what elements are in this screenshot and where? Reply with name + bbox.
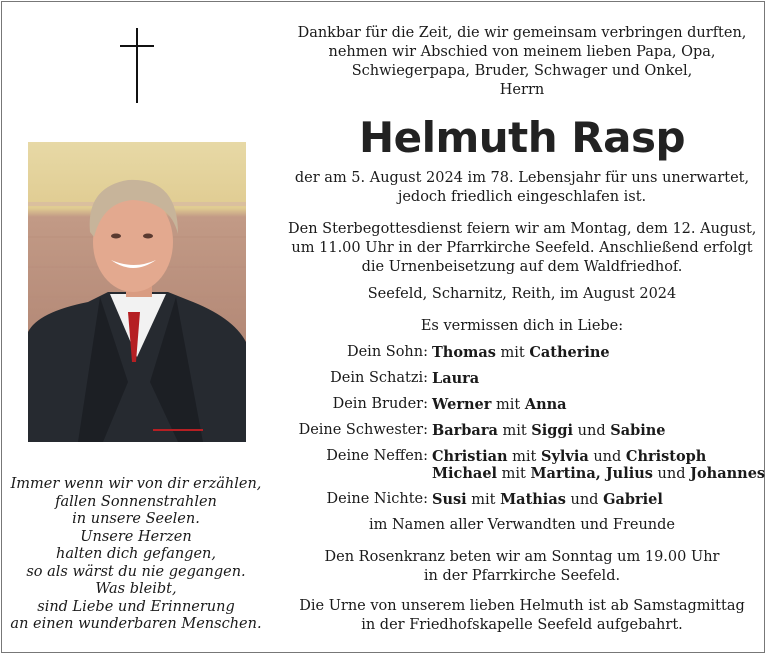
family-names-partner: Laura bbox=[432, 370, 480, 387]
poem-line: an einen wunderbaren Menschen. bbox=[10, 616, 262, 632]
poem-line: in unsere Seelen. bbox=[72, 511, 200, 527]
family-label-son: Dein Sohn: bbox=[346, 344, 428, 360]
family-label-sister: Deine Schwester: bbox=[298, 422, 428, 438]
closing-text: im Namen aller Verwandten und Freunde bbox=[368, 517, 675, 533]
family-names-sister: Barbara mit Siggi und Sabine bbox=[432, 422, 666, 439]
poem-line: so als wärst du nie gegangen. bbox=[26, 563, 246, 580]
poem-line: Immer wenn wir von dir erzählen, bbox=[10, 476, 262, 492]
family-label-brother: Dein Bruder: bbox=[332, 396, 428, 412]
poem bbox=[10, 476, 262, 634]
poem-line: fallen Sonnenstrahlen bbox=[55, 493, 217, 510]
family-names-brother: Werner mit Anna bbox=[432, 396, 567, 413]
family-names-niece: Susi mit Mathias und Gabriel bbox=[432, 491, 663, 508]
family-names-nephews: Christian mit Sylvia und Christoph bbox=[432, 448, 707, 465]
urn-text: Die Urne von unserem lieben Helmuth ist ab Samstagmittag in der Friedhofskapelle Seefeld aufgebahrt. bbox=[299, 598, 745, 633]
family-names-nephews-2: Michael mit Martina, Julius und Johannes bbox=[432, 465, 766, 482]
family-label-nephews: Deine Neffen: bbox=[326, 448, 428, 464]
portrait-photo bbox=[28, 142, 246, 442]
poem-line: halten dich gefangen, bbox=[56, 546, 216, 562]
poem-line: Unsere Herzen bbox=[80, 528, 192, 545]
poem-line: Was bleibt, bbox=[95, 581, 177, 597]
deceased-name: Helmuth Rasp bbox=[358, 113, 686, 162]
intro-text: Dankbar für die Zeit, die wir gemeinsam verbringen durften, nehmen wir Abschied von meinem lieben Papa, Opa, Schwiegerpapa, Bruder, Schwager und Onkel, Herrn bbox=[297, 25, 747, 98]
mourners-heading: Es vermissen dich in Liebe: bbox=[420, 318, 624, 334]
family-names-son: Thomas mit Catherine bbox=[432, 344, 610, 361]
poem-line: sind Liebe und Erinnerung bbox=[37, 598, 235, 615]
rosary-text: Den Rosenkranz beten wir am Sonntag um 19.00 Uhr in der Pfarrkirche Seefeld. bbox=[324, 549, 720, 584]
family-label-partner: Dein Schatzi: bbox=[330, 370, 428, 386]
family-label-niece: Deine Nichte: bbox=[326, 491, 428, 507]
place-date: Seefeld, Scharnitz, Reith, im August 2024 bbox=[367, 286, 677, 302]
service-text: Den Sterbegottesdienst feiern wir am Montag, dem 12. August, um 11.00 Uhr in der Pfarrkirche Seefeld. Anschließend erfolgt die Urnenbeisetzung auf dem Waldfriedhof. bbox=[288, 221, 757, 275]
death-text: der am 5. August 2024 im 78. Lebensjahr für uns unerwartet, jedoch friedlich eingeschlafen ist. bbox=[294, 170, 750, 205]
